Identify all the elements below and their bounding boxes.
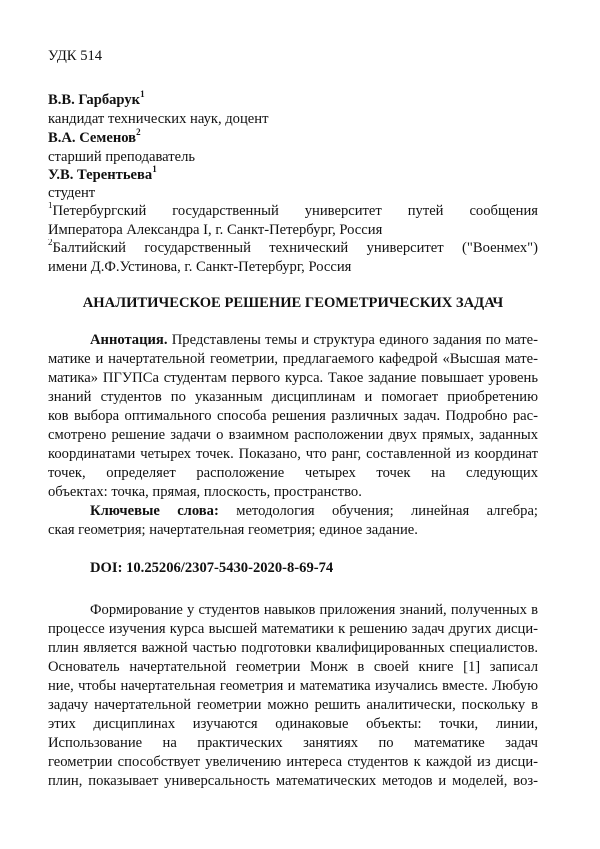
abstract-line: смотрено решение задачи о взаимном расположении двух прямых, заданных	[48, 427, 538, 443]
author-3-role: студент	[48, 185, 96, 201]
paper-title: АНАЛИТИЧЕСКОЕ РЕШЕНИЕ ГЕОМЕТРИЧЕСКИХ ЗАДАЧ	[82, 295, 504, 311]
abstract-line: матика» ПГУПСа студентам первого курса. Такое задание повышает уровень	[48, 370, 538, 386]
body-line: этих дисциплинах изучаются одинаковые объекты: точки, линии,	[48, 716, 538, 732]
author-3-name: У.В. Терентьева	[48, 167, 153, 183]
keywords-label: Ключевые слова:	[90, 503, 219, 519]
keywords-first-line	[90, 502, 538, 521]
affiliation-2-line-1	[48, 239, 538, 258]
author-2-sup: 2	[136, 127, 141, 138]
affiliation-1-text: Петербургский государственный университет путей сообщения	[52, 203, 538, 219]
abstract-line: знаний студентов по указанным дисциплинам и помогает приобретению	[48, 389, 538, 405]
body-line: ние, чтобы начертательная геометрия и математика изучались вместе. Любую	[48, 678, 538, 694]
author-1-name: В.В. Гарбарук	[48, 92, 141, 108]
author-1-sup: 1	[140, 89, 145, 100]
affiliation-2-line-2: имени Д.Ф.Устинова, г. Санкт-Петербург, Россия	[48, 259, 352, 275]
abstract-label: Аннотация.	[90, 332, 168, 348]
abstract-first-text: Представлены темы и структура единого задания по мате-	[171, 332, 538, 348]
affiliation-2-text: Балтийский государственный технический университет ("Военмех")	[52, 240, 538, 256]
author-2-role: старший преподаватель	[48, 149, 196, 165]
body-line: плин, показывает универсальность математических методов и моделей, воз-	[48, 773, 538, 789]
body-line: плин является важной частью подготовки квалифицированных специалистов.	[48, 640, 538, 656]
abstract-line: точек, определяет расположение четырех точек на следующих	[48, 465, 538, 481]
body-line: задачу начертательной геометрии можно решить аналитически, поскольку в	[48, 697, 538, 713]
abstract-line: ков выбора оптимального способа решения различных задач. Подробно рас-	[48, 408, 538, 424]
doi: DOI: 10.25206/2307-5430-2020-8-69-74	[90, 560, 334, 576]
author-1-role: кандидат технических наук, доцент	[48, 111, 269, 127]
author-2	[48, 129, 538, 148]
body-line: геометрии способствует увеличению интереса студентов к каждой из дисци-	[48, 754, 538, 770]
abstract-line: матике и начертательной геометрии, предлагаемого кафедрой «Высшая мате-	[48, 351, 538, 367]
affiliation-1-line-2: Императора Александра I, г. Санкт-Петербург, Россия	[48, 222, 383, 238]
body-line: процессе изучения курса высшей математики к решению задач других дисци-	[48, 621, 538, 637]
author-1	[48, 91, 538, 110]
abstract-first-line	[90, 331, 538, 350]
keywords-last-line: ская геометрия; начертательная геометрия; единое задание.	[48, 522, 418, 538]
affiliation-2-sup: 2	[48, 239, 53, 248]
body-line: Использование на практических занятиях по математике задач	[48, 735, 538, 751]
author-2-name: В.А. Семенов	[48, 130, 137, 146]
body-first-line: Формирование у студентов навыков приложения знаний, полученных в	[90, 602, 538, 618]
abstract-line: координатами четырех точек. Показано, что ранг, составленной из координат	[48, 446, 538, 462]
author-3	[48, 166, 538, 185]
body-line: Основатель начертательной геометрии Монж в своей книге [1] записал	[48, 659, 538, 675]
abstract-line: объектах: точка, прямая, плоскость, пространство.	[48, 484, 362, 500]
keywords-first-text: методология обучения; линейная алгебра;	[236, 503, 538, 519]
author-3-sup: 1	[152, 164, 157, 175]
affiliation-1-sup: 1	[48, 202, 53, 211]
udc-code: УДК 514	[48, 48, 103, 64]
affiliation-1-line-1	[48, 202, 538, 221]
